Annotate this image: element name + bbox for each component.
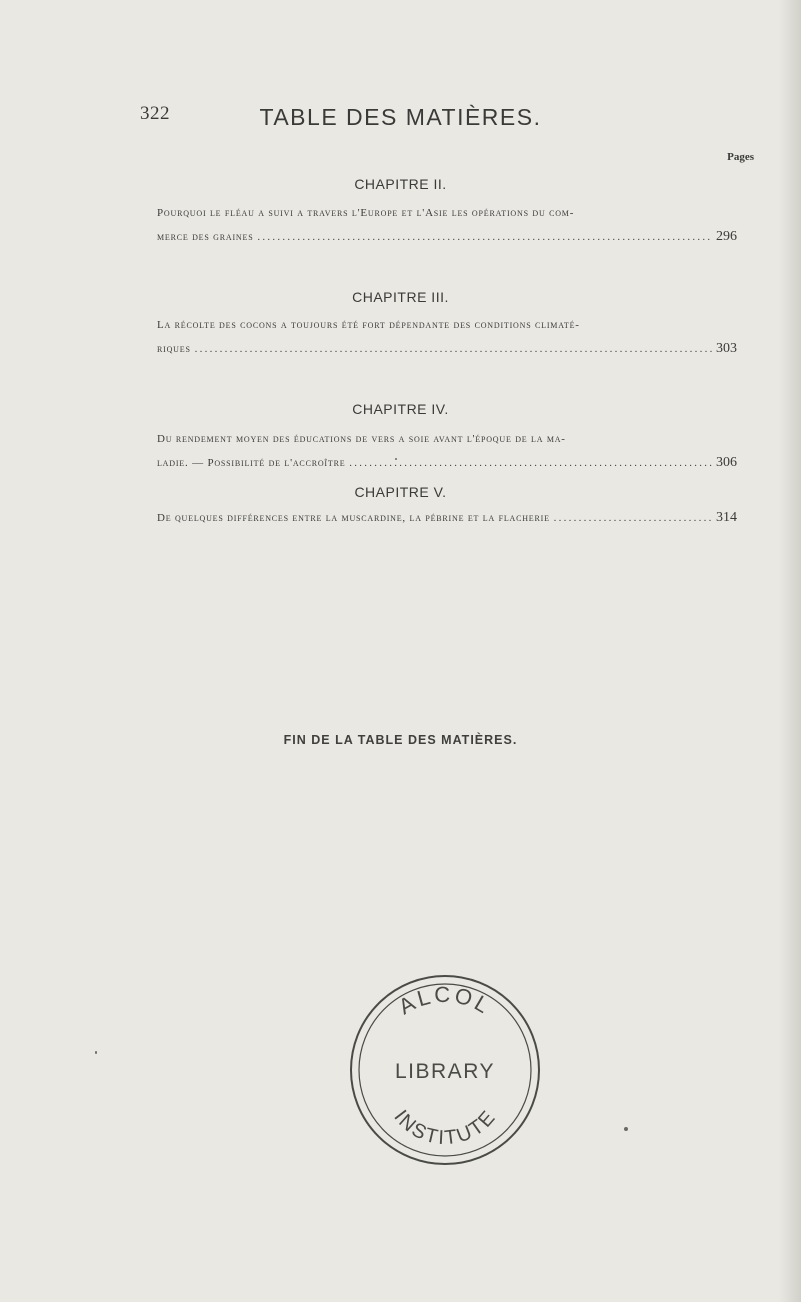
toc-entry-text-line1: La récolte des cocons a toujours été fort dépendante des conditions climaté- xyxy=(157,319,580,331)
toc-entry-text-end: ladie. — Possibilité de l'accroître xyxy=(157,457,346,469)
toc-entry-text-line1 xyxy=(157,506,737,531)
toc-entry-text: De quelques différences entre la muscardine, la pébrine et la flacherie xyxy=(157,512,550,524)
dot-leader xyxy=(349,451,712,476)
toc-entry xyxy=(157,313,737,362)
end-of-table-note: FIN DE LA TABLE DES MATIÈRES. xyxy=(283,733,518,747)
toc-page-number: 296 xyxy=(716,229,737,244)
scan-speck xyxy=(95,1051,97,1054)
chapter-heading: CHAPITRE IV. xyxy=(352,401,449,417)
toc-entry-text-end: riques xyxy=(157,343,191,355)
stamp-bottom-text: INSTITUTE xyxy=(389,1105,501,1150)
toc-entry-text-line1: Du rendement moyen des éducations de vers a soie avant l'époque de la ma- xyxy=(157,433,566,445)
running-title: TABLE DES MATIÈRES. xyxy=(259,104,542,130)
scan-speck xyxy=(624,1127,628,1131)
toc-entry xyxy=(157,201,737,250)
scan-speck xyxy=(395,458,397,460)
dot-leader xyxy=(257,225,712,250)
chapter-heading: CHAPITRE V. xyxy=(354,484,447,500)
page-edge-shadow xyxy=(779,0,801,1302)
stamp-center-text: LIBRARY xyxy=(395,1060,495,1083)
stamp-top-text: ALCOL xyxy=(394,981,497,1020)
toc-entry xyxy=(157,427,737,476)
dot-leader xyxy=(554,506,712,531)
library-stamp xyxy=(347,972,543,1168)
dot-leader xyxy=(195,337,712,362)
toc-entry-text-line1: Pourquoi le fléau a suivi a travers l'Europe et l'Asie les opérations du com- xyxy=(157,207,575,219)
toc-entry-text-line2 xyxy=(157,451,737,476)
toc-page-number: 306 xyxy=(716,455,737,470)
toc-entry xyxy=(157,506,737,531)
toc-page-number: 303 xyxy=(716,341,737,356)
chapter-heading: CHAPITRE III. xyxy=(352,289,449,305)
toc-entry-text-line2 xyxy=(157,337,737,362)
chapter-heading: CHAPITRE II. xyxy=(354,176,447,192)
page-number: 322 xyxy=(140,103,170,124)
pages-column-label: Pages xyxy=(727,151,754,163)
toc-page-number: 314 xyxy=(716,510,737,525)
toc-entry-text-end: merce des graines xyxy=(157,231,254,243)
toc-entry-text-line2 xyxy=(157,225,737,250)
